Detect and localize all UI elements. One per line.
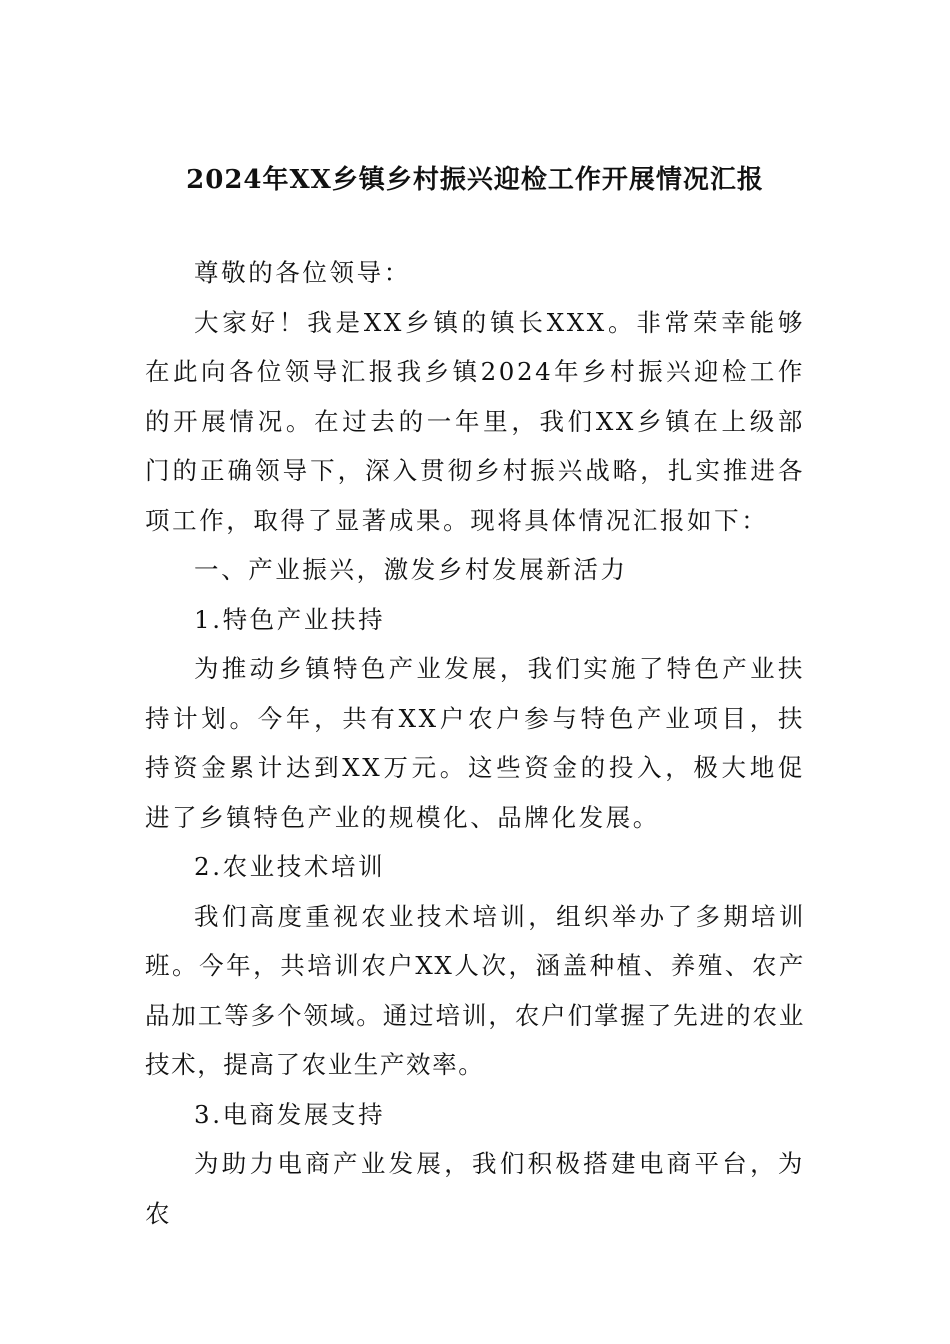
salutation: 尊敬的各位领导：	[194, 258, 411, 287]
subheading-ecommerce: 3.电商发展支持	[194, 1099, 386, 1129]
paragraph-agri-training: 我们高度重视农业技术培训，组织举办了多期培训班。今年，共培训农户XX人次，涵盖种植、养殖、农产品加工等多个领域。通过培训，农户们掌握了先进的农业技术，提高了农业生产效率。	[145, 901, 805, 1079]
subheading-agri-training: 2.农业技术培训	[194, 852, 386, 881]
opening-paragraph: 大家好！我是XX乡镇的镇长XXX。非常荣幸能够在此向各位领导汇报我乡镇2024年乡村振兴迎检工作的开展情况。在过去的一年里，我们XX乡镇在上级部门的正确领导下，深入贯彻乡村振兴战略，扎实推进各项工作，取得了显著成果。现将具体情况汇报如下：	[145, 307, 805, 535]
document-title: 2024年XX乡镇乡村振兴迎检工作开展情况汇报	[186, 165, 764, 195]
document-body	[145, 248, 805, 1238]
subheading-specialty-industry: 1.特色产业扶持	[194, 604, 386, 634]
paragraph-specialty-industry: 为推动乡镇特色产业发展，我们实施了特色产业扶持计划。今年，共有XX户农户参与特色产业项目，扶持资金累计达到XX万元。这些资金的投入，极大地促进了乡镇特色产业的规模化、品牌化发展。	[145, 654, 805, 832]
paragraph-ecommerce: 为助力电商产业发展，我们积极搭建电商平台，为农	[145, 1149, 805, 1228]
section-heading-industry: 一、产业振兴，激发乡村发展新活力	[194, 555, 628, 584]
